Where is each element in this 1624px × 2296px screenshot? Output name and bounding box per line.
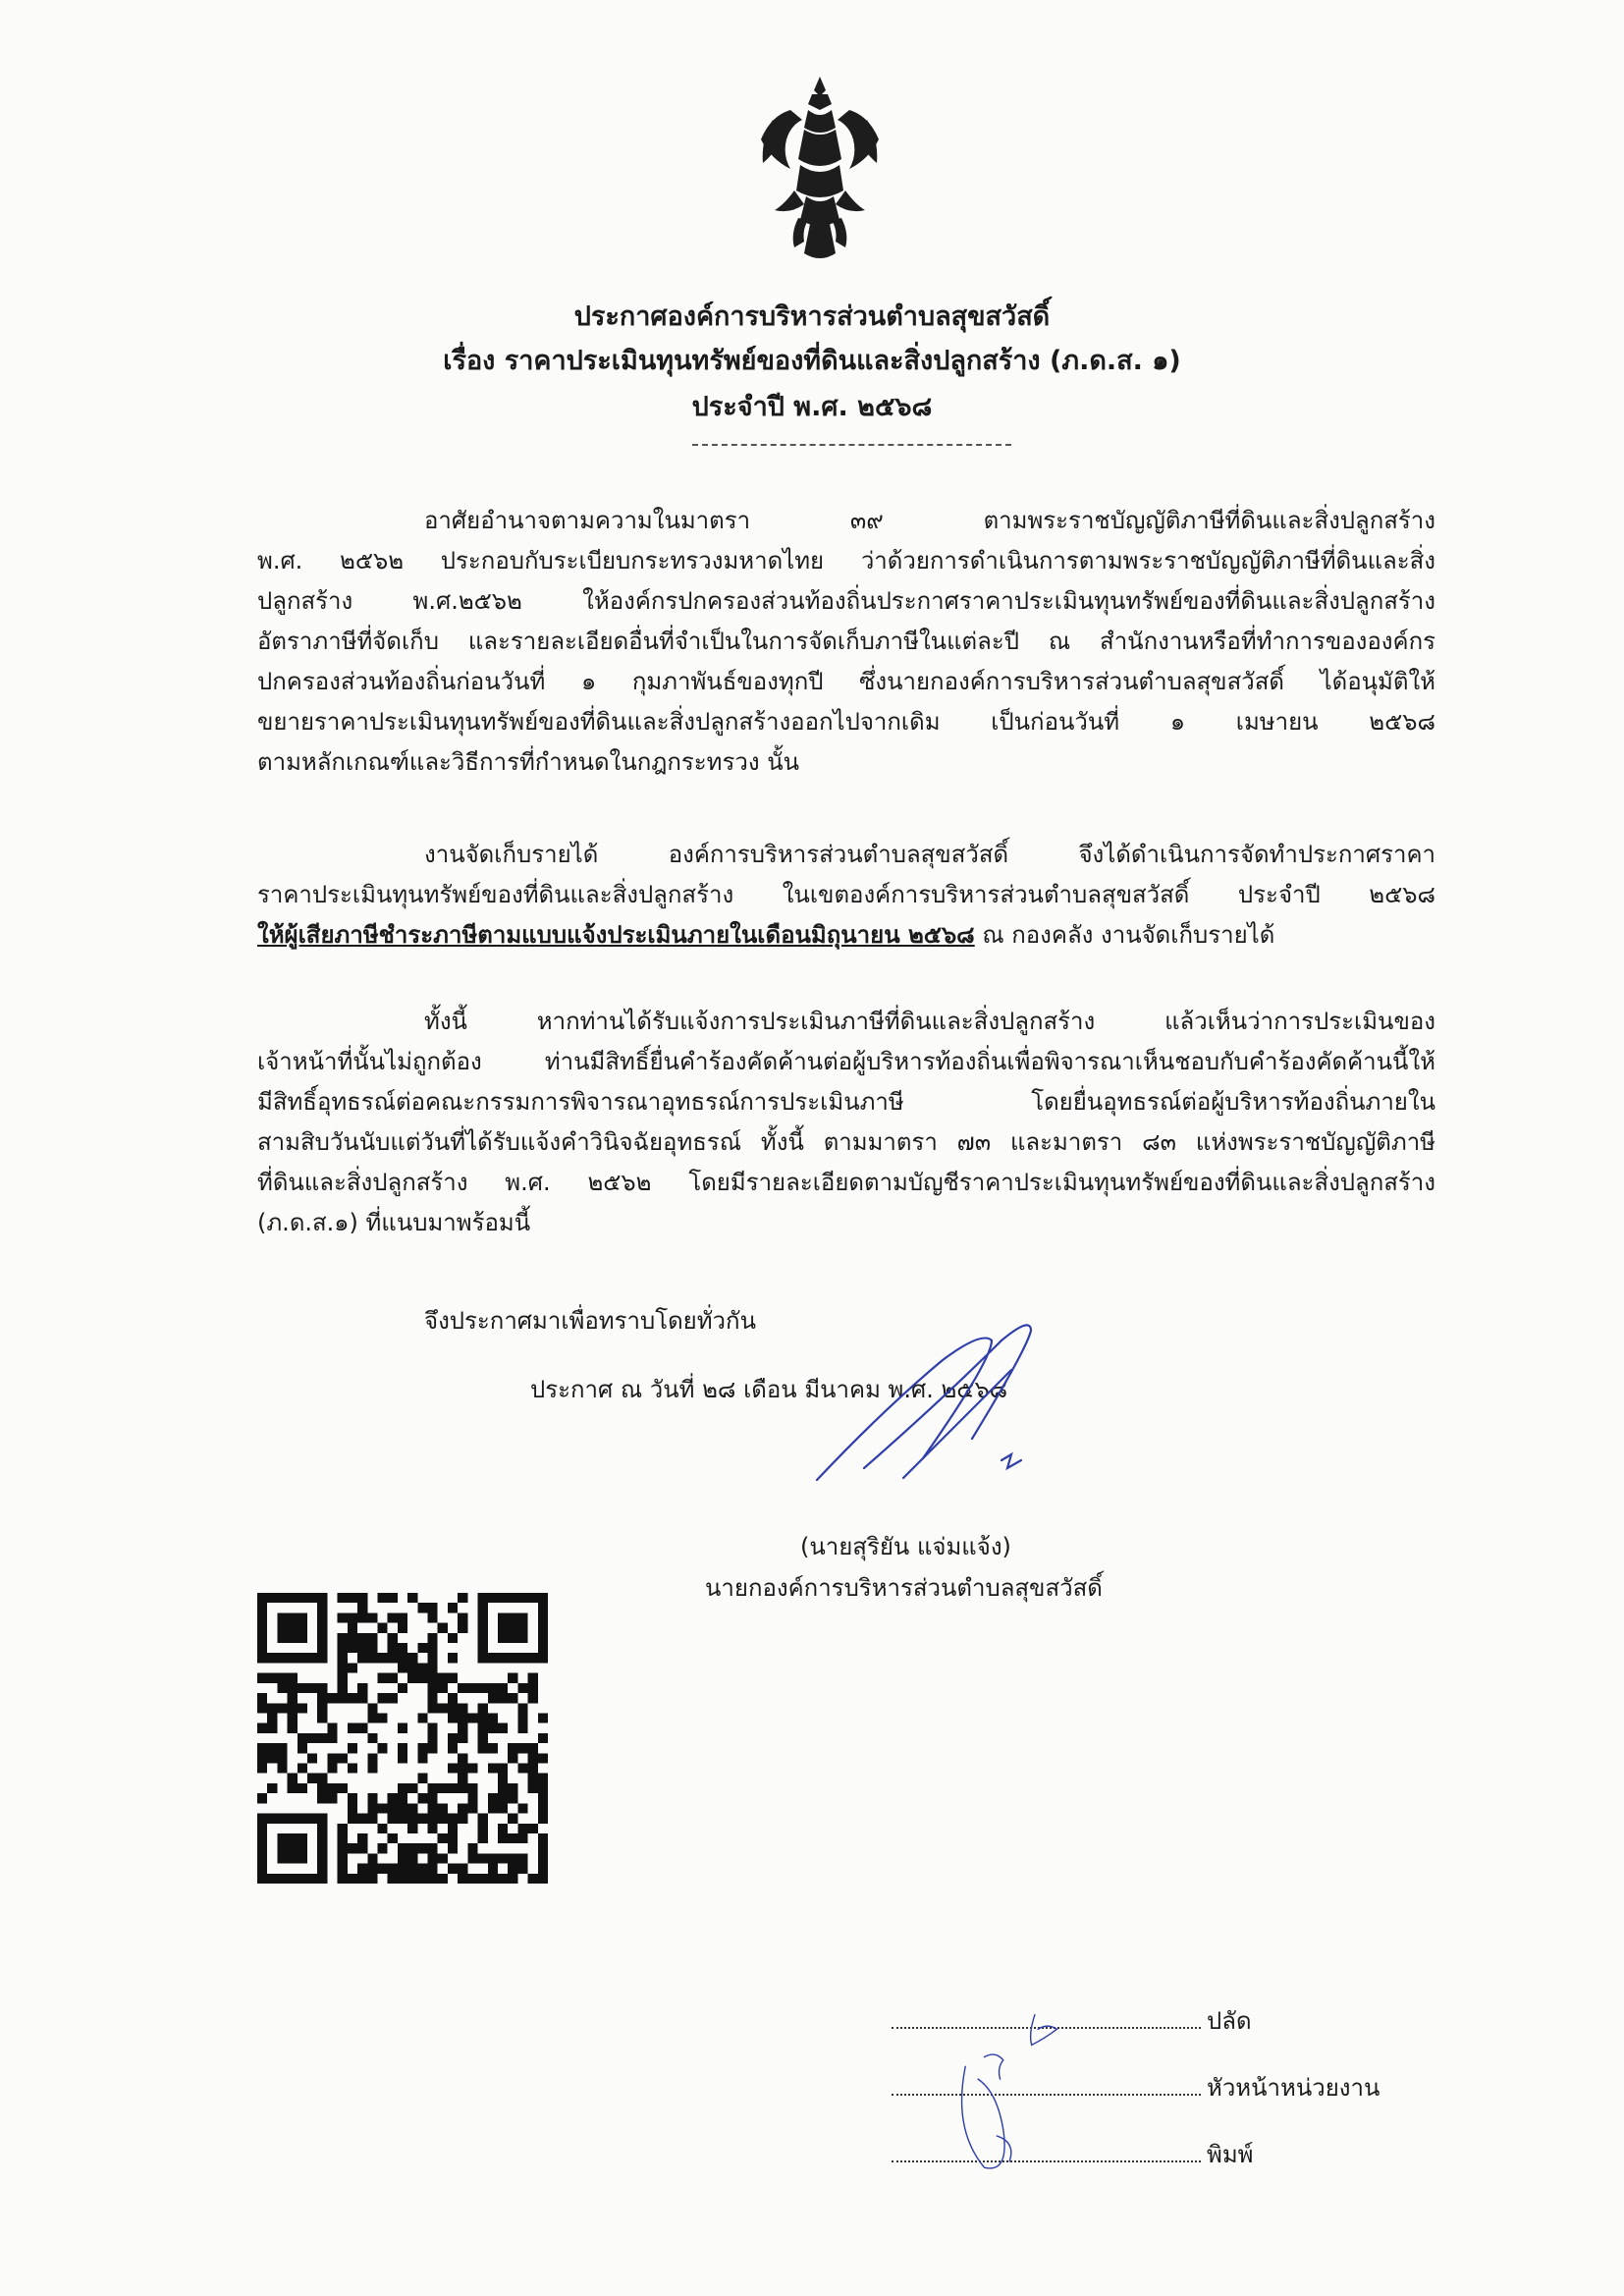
signatory-position: นายกองค์การบริหารส่วนตำบลสุขสวัสดิ์ (705, 1574, 1103, 1602)
approval-label-deputy: ปลัด (1207, 2007, 1252, 2035)
document-subject: เรื่อง ราคาประเมินทุนทรัพย์ของที่ดินและสิ่งปลูกสร้าง (ภ.ด.ส. ๑) (443, 346, 1181, 376)
closing-statement: จึงประกาศมาเพื่อทราบโดยทั่วกัน (424, 1307, 756, 1335)
paragraph-line: มีสิทธิ์อุทธรณ์ต่อคณะกรรมการพิจารณาอุทธรณ์การประเมินภาษี โดยยื่นอุทธรณ์ต่อผู้บริหารท้องถิ่นภายใน (257, 1088, 1435, 1116)
paragraph-line: ราคาประเมินทุนทรัพย์ของที่ดินและสิ่งปลูกสร้าง ในเขตองค์การบริหารส่วนตำบลสุขสวัสดิ์ ประจำปี ๒๕๖๘ (257, 881, 1435, 908)
paragraph-line: ขยายราคาประเมินทุนทรัพย์ของที่ดินและสิ่งปลูกสร้างออกไปจากเดิม เป็นก่อนวันที่ ๑ เมษายน ๒๕๖๘ (257, 708, 1435, 736)
title-divider (692, 444, 1011, 446)
paragraph-line: ทั้งนี้ หากท่านได้รับแจ้งการประเมินภาษีที่ดินและสิ่งปลูกสร้าง แล้วเห็นว่าการประเมินของ (424, 1008, 1435, 1035)
initials-mark-icon (903, 2003, 1110, 2180)
garuda-emblem-icon (751, 71, 889, 267)
paragraph-2 (257, 835, 1435, 956)
signature-mark-icon (805, 1311, 1100, 1488)
paragraph-line: ปกครองส่วนท้องถิ่นก่อนวันที่ ๑ กุมภาพันธ์ของทุกปี ซึ่งนายกองค์การบริหารส่วนตำบลสุขสวัสดิ์ ได้อนุมัติให้ (257, 668, 1435, 695)
approval-label-head: หัวหน้าหน่วยงาน (1207, 2074, 1380, 2102)
document-year: ประจำปี พ.ศ. ๒๕๖๘ (691, 392, 933, 422)
paragraph-3 (257, 1002, 1435, 1243)
paragraph-line: เจ้าหน้าที่นั้นไม่ถูกต้อง ท่านมีสิทธิ์ยื่นคำร้องคัดค้านต่อผู้บริหารท้องถิ่นเพื่อพิจารณาเห็นชอบกับคำร้องคัดค้านนี้ให้ (257, 1048, 1435, 1075)
paragraph-line: ที่ดินและสิ่งปลูกสร้าง พ.ศ. ๒๕๖๒ โดยมีรายละเอียดตามบัญชีราคาประเมินทุนทรัพย์ของที่ดินและสิ่งปลูกสร้าง (257, 1169, 1435, 1196)
paragraph-line: ตามหลักเกณฑ์และวิธีการที่กำหนดในกฎกระทรวง นั้น (257, 748, 800, 776)
paragraph-line: (ภ.ด.ส.๑) ที่แนบมาพร้อมนี้ (257, 1209, 531, 1236)
payment-deadline-notice: ให้ผู้เสียภาษีชำระภาษีตามแบบแจ้งประเมินภายในเดือนมิถุนายน ๒๕๖๘ (257, 921, 975, 949)
paragraph-line: ปลูกสร้าง พ.ศ.๒๕๖๒ ให้องค์กรปกครองส่วนท้องถิ่นประกาศราคาประเมินทุนทรัพย์ของที่ดินและสิ่งปลูกสร้าง (257, 587, 1435, 615)
approval-label-typist: พิมพ์ (1207, 2141, 1254, 2168)
paragraph-line: อัตราภาษีที่จัดเก็บ และรายละเอียดอื่นที่จำเป็นในการจัดเก็บภาษีในแต่ละปี ณ สำนักงานหรือที่ทำการขององค์กร (257, 628, 1435, 655)
qr-code-icon (257, 1593, 548, 1884)
document-title: ประกาศองค์การบริหารส่วนตำบลสุขสวัสดิ์ (573, 301, 1051, 332)
paragraph-line (257, 915, 1435, 956)
paragraph-1 (257, 501, 1435, 783)
payment-location: ณ กองคลัง งานจัดเก็บรายได้ (974, 921, 1275, 949)
paragraph-line: สามสิบวันนับแต่วันที่ได้รับแจ้งคำวินิจฉัยอุทธรณ์ ทั้งนี้ ตามมาตรา ๗๓ และมาตรา ๘๓ แห่งพระราชบัญญัติภาษี (257, 1128, 1435, 1156)
paragraph-line: อาศัยอำนาจตามความในมาตรา ๓๙ ตามพระราชบัญญัติภาษีที่ดินและสิ่งปลูกสร้าง (424, 507, 1435, 534)
paragraph-line: งานจัดเก็บรายได้ องค์การบริหารส่วนตำบลสุขสวัสดิ์ จึงได้ดำเนินการจัดทำประกาศราคา (424, 841, 1435, 868)
paragraph-line: พ.ศ. ๒๕๖๒ ประกอบกับระเบียบกระทรวงมหาดไทย ว่าด้วยการดำเนินการตามพระราชบัญญัติภาษีที่ดินและสิ่ง (257, 547, 1435, 574)
announcement-date: ประกาศ ณ วันที่ ๒๘ เดือน มีนาคม พ.ศ. ๒๕๖๘ (530, 1376, 1008, 1403)
signatory-name: (นายสุริยัน แจ่มแจ้ง) (800, 1533, 1011, 1560)
